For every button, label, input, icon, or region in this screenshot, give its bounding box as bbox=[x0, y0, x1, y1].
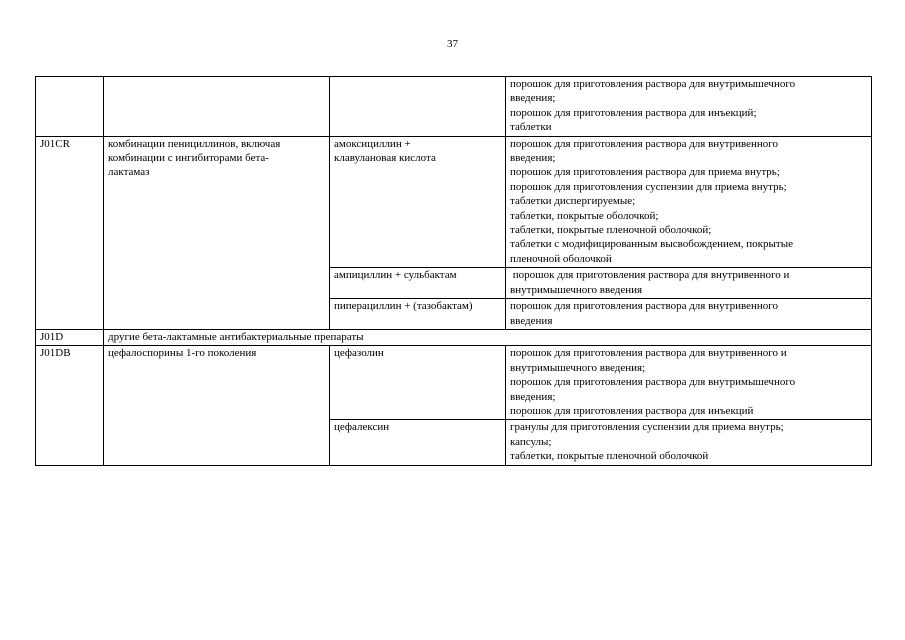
drug-table bbox=[35, 76, 872, 466]
dosage-form-line: капсулы; bbox=[510, 435, 552, 448]
drug-cell bbox=[330, 77, 506, 137]
group-line: комбинации пенициллинов, включая bbox=[108, 137, 281, 150]
dosage-form-line: порошок для приготовления раствора для инъекций; bbox=[510, 106, 757, 119]
dosage-form-line: порошок для приготовления раствора для внутривенного и bbox=[510, 347, 787, 360]
atc-code-cell: J01D bbox=[36, 329, 104, 345]
atc-code-cell bbox=[36, 77, 104, 137]
dosage-form-line: пленочной оболочкой bbox=[510, 252, 612, 265]
dosage-form-line: таблетки с модифицированным высвобождением, покрытые bbox=[510, 238, 793, 251]
atc-code-cell: J01DB bbox=[36, 346, 104, 465]
dosage-form-line: таблетки, покрытые пленочной оболочкой bbox=[510, 450, 709, 463]
drug-line: цефазолин bbox=[334, 347, 384, 360]
dosage-form-cell bbox=[506, 77, 872, 137]
group-line: лактамаз bbox=[108, 166, 150, 179]
dosage-form-line: порошок для приготовления раствора для внутривенного bbox=[510, 300, 779, 313]
group-line: комбинации с ингибиторами бета- bbox=[108, 152, 269, 165]
dosage-form-line: введения; bbox=[510, 152, 556, 165]
group-cell bbox=[104, 77, 330, 137]
dosage-form-line: порошок для приготовления раствора для внутривенного и bbox=[510, 269, 790, 282]
drug-line: клавулановая кислота bbox=[334, 152, 436, 165]
dosage-form-line: порошок для приготовления раствора для внутримышечного bbox=[510, 78, 796, 90]
dosage-form-line: порошок для приготовления раствора для внутривенного bbox=[510, 137, 779, 150]
drug-line: пиперациллин + (тазобактам) bbox=[334, 300, 473, 313]
drug-cell bbox=[330, 268, 506, 299]
page-number: 37 bbox=[447, 38, 458, 50]
dosage-form-line: введения; bbox=[510, 390, 556, 403]
dosage-form-line: таблетки bbox=[510, 121, 552, 134]
dosage-form-line: введения; bbox=[510, 92, 556, 105]
dosage-form-cell bbox=[506, 346, 872, 420]
dosage-form-line: порошок для приготовления раствора для внутримышечного bbox=[510, 376, 796, 389]
group-line: цефалоспорины 1-го поколения bbox=[108, 347, 257, 360]
table-row bbox=[36, 329, 872, 345]
atc-code-cell: J01CR bbox=[36, 136, 104, 329]
drug-line: ампициллин + сульбактам bbox=[334, 269, 457, 282]
table-row bbox=[36, 346, 872, 420]
group-cell: другие бета-лактамные антибактериальные препараты bbox=[104, 329, 872, 345]
dosage-form-cell bbox=[506, 299, 872, 330]
dosage-form-cell bbox=[506, 268, 872, 299]
dosage-form-line: порошок для приготовления раствора для приема внутрь; bbox=[510, 166, 780, 179]
drug-cell bbox=[330, 346, 506, 420]
dosage-form-line: введения bbox=[510, 314, 553, 327]
dosage-form-line: таблетки диспергируемые; bbox=[510, 195, 636, 208]
group-cell bbox=[104, 346, 330, 465]
dosage-form-line: таблетки, покрытые оболочкой; bbox=[510, 209, 659, 222]
dosage-form-line: порошок для приготовления суспензии для приема внутрь; bbox=[510, 180, 787, 193]
drug-line: цефалексин bbox=[334, 421, 390, 434]
drug-cell bbox=[330, 420, 506, 465]
drug-cell bbox=[330, 299, 506, 330]
dosage-form-line: порошок для приготовления раствора для инъекций bbox=[510, 404, 754, 417]
dosage-form-line: гранулы для приготовления суспензии для приема внутрь; bbox=[510, 421, 784, 434]
dosage-form-cell bbox=[506, 420, 872, 465]
drug-line: амоксициллин + bbox=[334, 137, 411, 150]
dosage-form-line: внутримышечного введения bbox=[510, 283, 643, 296]
dosage-form-line: таблетки, покрытые пленочной оболочкой; bbox=[510, 224, 712, 237]
drug-cell bbox=[330, 136, 506, 268]
dosage-form-line: внутримышечного введения; bbox=[510, 361, 646, 374]
table-row bbox=[36, 136, 872, 268]
table-row bbox=[36, 77, 872, 137]
dosage-form-cell bbox=[506, 136, 872, 268]
group-cell bbox=[104, 136, 330, 329]
